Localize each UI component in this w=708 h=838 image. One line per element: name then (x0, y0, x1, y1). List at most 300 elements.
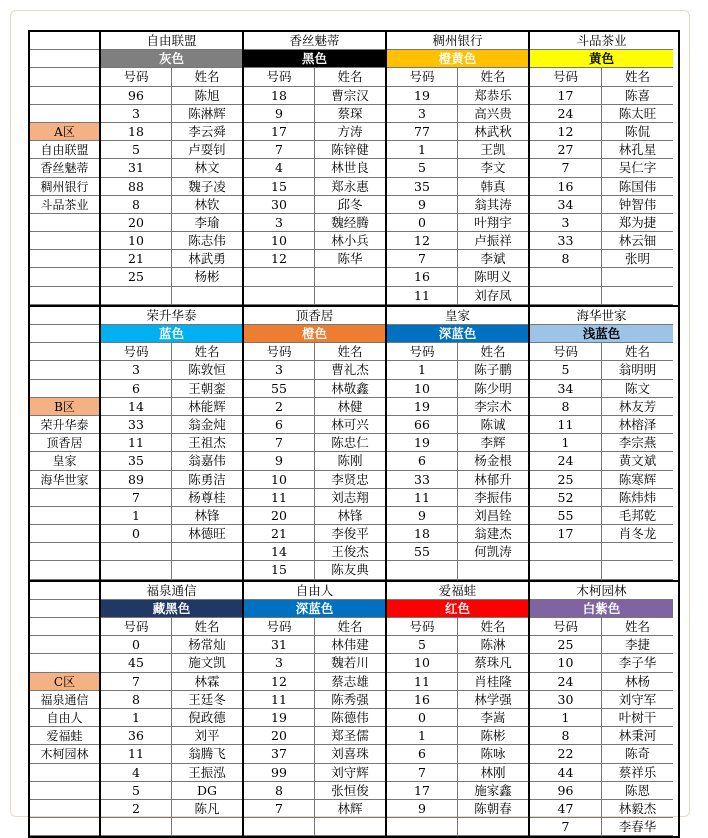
player-number: 0 (101, 636, 172, 653)
zone-label: A区 (30, 123, 99, 141)
table-row (244, 673, 385, 691)
table-row (101, 361, 242, 379)
table-row (530, 287, 673, 305)
team-name: 自由联盟 (146, 33, 197, 48)
zone-section (30, 32, 678, 307)
player-name: 陈旭 (194, 87, 220, 103)
player-name: 翁明明 (618, 362, 657, 378)
zone-empty-cell (30, 380, 99, 398)
player-number: 24 (530, 452, 602, 469)
player-name: 陈忠仁 (331, 435, 369, 451)
player-name: 陈淋 (480, 637, 506, 653)
table-row (244, 214, 385, 232)
player-name: 陈秀强 (331, 691, 369, 707)
zone-label: B区 (30, 398, 99, 416)
jersey-color-label: 橙黄色 (438, 51, 477, 67)
player-name: 刘平 (194, 728, 220, 744)
team-column (530, 307, 673, 580)
name-header: 姓名 (624, 344, 650, 360)
player-number: 2 (244, 398, 315, 415)
zone-empty-cell (30, 232, 99, 250)
player-name: 李捷 (624, 637, 650, 653)
zone-empty-cell (30, 582, 99, 600)
player-name: 邱冬 (337, 196, 363, 212)
table-row (530, 507, 673, 525)
table-row (101, 268, 242, 286)
player-number: 52 (530, 489, 602, 506)
table-row (387, 196, 528, 214)
table-row (101, 471, 242, 489)
table-row (101, 691, 242, 709)
jersey-color-label: 藏黑色 (152, 600, 191, 616)
player-number: 5 (387, 636, 458, 653)
player-name (458, 561, 528, 578)
player-number: 7 (530, 159, 602, 176)
player-name: 陈文 (624, 380, 650, 396)
table-row (244, 434, 385, 452)
player-name: 林可兴 (331, 416, 369, 432)
player-name: 王振泓 (188, 764, 226, 780)
player-name: 林辉 (337, 800, 363, 816)
player-number: 9 (387, 196, 458, 213)
player-number: 12 (244, 673, 315, 690)
table-row (387, 471, 528, 489)
table-row (530, 800, 673, 818)
table-row (530, 654, 673, 672)
player-number (244, 287, 315, 304)
number-header: 号码 (530, 68, 602, 85)
zone-column (30, 32, 101, 305)
player-name: 陈子鹏 (474, 362, 512, 378)
player-name: 王俊杰 (331, 544, 369, 560)
team-column (244, 307, 387, 580)
team-color-row (244, 600, 385, 618)
table-row (244, 507, 385, 525)
table-row (244, 636, 385, 654)
zone-team-name: 斗品茶业 (30, 196, 99, 214)
table-row (530, 141, 673, 159)
table-header-row (244, 68, 385, 86)
table-row (530, 434, 673, 452)
table-row (101, 105, 242, 123)
number-header: 号码 (244, 68, 315, 85)
table-row (387, 782, 528, 800)
player-name: 张恒俊 (331, 782, 369, 798)
player-number: 22 (530, 745, 602, 762)
table-row (387, 654, 528, 672)
zone-team-name: 自由人 (30, 709, 99, 727)
player-name (602, 268, 673, 285)
zone-empty-cell (30, 307, 99, 325)
player-number: 8 (101, 691, 172, 708)
player-name: 陈炜炜 (618, 489, 657, 505)
table-row (101, 398, 242, 416)
team-name: 海华世家 (576, 307, 627, 323)
jersey-color-label: 浅蓝色 (582, 326, 621, 341)
player-name (602, 543, 673, 560)
table-row (244, 471, 385, 489)
team-column (387, 32, 530, 305)
player-name: 林能辉 (188, 398, 226, 414)
player-name: 曹礼杰 (331, 362, 369, 378)
player-number: 1 (530, 709, 602, 726)
player-name: 王廷冬 (188, 691, 226, 707)
name-header: 姓名 (480, 619, 506, 634)
player-name: 陈志伟 (188, 233, 226, 249)
player-number: 11 (530, 416, 602, 433)
player-number: 77 (387, 123, 458, 140)
team-color-row (387, 600, 528, 618)
team-name-row (387, 582, 528, 600)
player-number: 35 (101, 452, 172, 469)
table-row (387, 507, 528, 525)
jersey-color-label: 蓝色 (158, 326, 184, 341)
player-number: 11 (101, 745, 172, 762)
player-name (315, 268, 385, 285)
player-number: 10 (101, 232, 172, 249)
table-row (387, 709, 528, 727)
table-row (387, 452, 528, 470)
table-row (530, 764, 673, 782)
team-name-row (530, 307, 673, 325)
team-color-row (387, 325, 528, 343)
player-name: 陈太旺 (618, 105, 657, 121)
table-row (387, 818, 528, 836)
player-name: 刘存凤 (474, 287, 512, 303)
table-row (387, 800, 528, 818)
player-name: 陈奇 (624, 746, 650, 762)
roster-table (28, 30, 680, 838)
table-row (387, 489, 528, 507)
player-number: 45 (101, 654, 172, 671)
player-number: 11 (244, 489, 315, 506)
table-row (530, 452, 673, 470)
player-number: 0 (387, 214, 458, 231)
table-row (244, 525, 385, 543)
player-name (172, 287, 242, 304)
player-number: 24 (530, 105, 602, 122)
jersey-color-label: 深蓝色 (295, 600, 334, 616)
player-name: 郑恭乐 (474, 87, 512, 103)
table-row (530, 709, 673, 727)
player-name: 李宗燕 (618, 435, 657, 451)
zone-team-name: 顶香居 (30, 434, 99, 452)
player-name: 林刚 (480, 764, 506, 780)
player-name: 林武秋 (474, 123, 512, 139)
player-name: 王凯 (480, 142, 506, 158)
table-row (101, 489, 242, 507)
team-name-row (530, 582, 673, 600)
zone-empty-cell (30, 525, 99, 543)
table-header-row (530, 618, 673, 636)
player-name: 王朝銮 (188, 380, 226, 396)
player-number: 8 (530, 398, 602, 415)
table-row (387, 543, 528, 561)
table-header-row (387, 618, 528, 636)
player-number: 8 (530, 727, 602, 744)
player-number: 17 (244, 123, 315, 140)
player-number: 2 (101, 800, 172, 817)
table-row (530, 250, 673, 268)
player-name: 叶树干 (618, 709, 657, 725)
table-row (244, 727, 385, 745)
table-row (530, 196, 673, 214)
team-column (101, 307, 244, 580)
table-row (244, 764, 385, 782)
team-column (101, 32, 244, 305)
team-name: 木柯园林 (576, 582, 627, 598)
team-column (101, 582, 244, 837)
player-name: 陈敦恒 (188, 362, 226, 378)
player-number: 44 (530, 764, 602, 781)
team-column (387, 582, 530, 837)
player-name: 林武勇 (188, 251, 226, 267)
player-number: 24 (530, 673, 602, 690)
table-row (101, 745, 242, 763)
table-row (101, 452, 242, 470)
player-number: 31 (101, 159, 172, 176)
player-name: 肖桂隆 (474, 673, 512, 689)
zone-empty-cell (30, 325, 99, 343)
player-name: 林郁升 (474, 471, 512, 487)
zone-empty-cell (30, 214, 99, 232)
player-number: 1 (387, 141, 458, 158)
name-header: 姓名 (337, 344, 363, 360)
player-name: 李俊平 (331, 526, 369, 542)
table-row (387, 159, 528, 177)
team-name-row (387, 307, 528, 325)
name-header: 姓名 (480, 69, 506, 85)
table-row (101, 561, 242, 579)
number-header: 号码 (101, 618, 172, 635)
zone-team-name: 荣升华泰 (30, 416, 99, 434)
player-name: 陈华 (337, 251, 363, 267)
table-row (530, 727, 673, 745)
player-number: 14 (244, 543, 315, 560)
player-number: 5 (387, 159, 458, 176)
team-color-row (101, 50, 242, 68)
name-header: 姓名 (194, 344, 220, 360)
player-number: 7 (244, 800, 315, 817)
player-name: 杨金根 (474, 453, 512, 469)
table-row (101, 727, 242, 745)
table-row (387, 232, 528, 250)
table-row (244, 800, 385, 818)
player-name: 郑圣儒 (331, 728, 369, 744)
table-row (101, 543, 242, 561)
player-number: 96 (530, 782, 602, 799)
table-row (244, 654, 385, 672)
player-name: 林秉河 (618, 728, 657, 744)
table-row (244, 416, 385, 434)
player-name: 刘志翔 (331, 489, 369, 505)
number-header: 号码 (387, 343, 458, 360)
zone-label: C区 (30, 673, 99, 691)
table-row (530, 232, 673, 250)
table-row (387, 141, 528, 159)
player-number: 16 (530, 178, 602, 195)
player-name: 林友芳 (618, 398, 657, 414)
zone-empty-cell (30, 32, 99, 50)
player-name: 魏若川 (331, 655, 369, 671)
player-name: 陈勇洁 (188, 471, 226, 487)
player-number: 17 (387, 782, 458, 799)
table-row (244, 178, 385, 196)
table-row (101, 709, 242, 727)
zone-empty-cell (30, 800, 99, 818)
player-name: 陈彬 (480, 728, 506, 744)
player-number: 8 (101, 196, 172, 213)
table-header-row (244, 618, 385, 636)
player-name: 林世良 (331, 160, 369, 176)
table-row (530, 159, 673, 177)
zone-empty-cell (30, 782, 99, 800)
team-color-row (530, 50, 673, 68)
table-row (530, 105, 673, 123)
player-number: 18 (244, 87, 315, 104)
table-row (387, 287, 528, 305)
team-column (530, 32, 673, 305)
number-header: 号码 (244, 618, 315, 635)
player-number: 7 (387, 250, 458, 267)
table-row (244, 745, 385, 763)
number-header: 号码 (101, 343, 172, 360)
table-row (387, 434, 528, 452)
player-number: 9 (387, 800, 458, 817)
table-row (244, 159, 385, 177)
player-name: 林学强 (474, 691, 512, 707)
player-number: 5 (101, 782, 172, 799)
player-number: 8 (530, 250, 602, 267)
team-name: 稠州银行 (432, 33, 483, 48)
zone-empty-cell (30, 250, 99, 268)
player-name: 林小兵 (331, 233, 369, 249)
player-name: 杨常灿 (188, 637, 226, 653)
player-name: 陈友典 (331, 562, 369, 578)
player-name: 翁其涛 (474, 196, 512, 212)
player-number: 11 (244, 691, 315, 708)
player-name: 张明 (624, 251, 650, 267)
jersey-color-label: 黑色 (301, 51, 327, 67)
table-row (101, 800, 242, 818)
player-number: 9 (244, 452, 315, 469)
table-row (244, 452, 385, 470)
team-color-row (530, 600, 673, 618)
player-name: 翁金炖 (188, 416, 226, 432)
number-header: 号码 (244, 343, 315, 360)
team-name: 福泉通信 (146, 582, 197, 598)
table-row (530, 636, 673, 654)
player-name: 刘昌铨 (474, 507, 512, 523)
table-row (530, 361, 673, 379)
player-number: 37 (244, 745, 315, 762)
player-name: 杨彬 (194, 269, 220, 285)
team-color-row (530, 325, 673, 343)
player-number: 6 (387, 452, 458, 469)
zone-section (30, 307, 678, 582)
table-row (387, 214, 528, 232)
player-number: 10 (244, 471, 315, 488)
table-row (387, 525, 528, 543)
player-number (101, 287, 172, 304)
jersey-color-label: 黄色 (588, 51, 614, 67)
player-number: 30 (244, 196, 315, 213)
player-name: 陈刚 (337, 453, 363, 469)
player-number (530, 287, 602, 304)
table-row (101, 818, 242, 836)
player-name: 卢耍钊 (188, 142, 226, 158)
team-color-row (101, 600, 242, 618)
player-name: 李宗术 (474, 398, 512, 414)
table-row (530, 416, 673, 434)
player-number: 4 (244, 159, 315, 176)
player-name (602, 561, 673, 578)
player-number: 7 (101, 489, 172, 506)
player-number: 1 (530, 434, 602, 451)
player-number: 11 (101, 434, 172, 451)
player-number: 3 (530, 214, 602, 231)
player-number: 5 (530, 361, 602, 378)
player-name: 林毅杰 (618, 800, 657, 816)
team-name-row (244, 307, 385, 325)
table-row (387, 636, 528, 654)
player-number: 0 (387, 709, 458, 726)
player-number: 11 (387, 489, 458, 506)
table-row (244, 709, 385, 727)
player-number: 3 (244, 214, 315, 231)
player-name: 李春华 (618, 819, 657, 835)
table-row (387, 268, 528, 286)
table-row (530, 178, 673, 196)
team-color-row (101, 325, 242, 343)
name-header: 姓名 (194, 69, 220, 85)
player-number: 27 (530, 141, 602, 158)
player-number (244, 268, 315, 285)
name-header: 姓名 (480, 344, 506, 360)
zone-team-name: 皇家 (30, 452, 99, 470)
table-row (244, 543, 385, 561)
team-color-row (387, 50, 528, 68)
player-number: 4 (101, 764, 172, 781)
table-header-row (530, 68, 673, 86)
player-number: 3 (244, 361, 315, 378)
player-name: 翁建杰 (474, 526, 512, 542)
zone-empty-cell (30, 764, 99, 782)
player-number: 0 (101, 525, 172, 542)
jersey-color-label: 橙色 (301, 326, 327, 341)
team-column (244, 32, 387, 305)
table-header-row (387, 68, 528, 86)
table-row (101, 782, 242, 800)
player-name: 杨尊桂 (188, 489, 226, 505)
player-name: 魏子凌 (188, 178, 226, 194)
table-row (244, 196, 385, 214)
player-number (530, 268, 602, 285)
player-name: 刘喜珠 (331, 746, 369, 762)
player-name: 林德旺 (188, 526, 226, 542)
player-name: 陈淋辉 (188, 105, 226, 121)
table-row (101, 178, 242, 196)
player-name: 曹宗汉 (331, 87, 369, 103)
player-name: 方涛 (337, 123, 363, 139)
table-row (101, 380, 242, 398)
table-row (530, 745, 673, 763)
zone-empty-cell (30, 561, 99, 579)
player-name: 倪政德 (188, 709, 226, 725)
player-number: 10 (244, 232, 315, 249)
player-number: 33 (387, 471, 458, 488)
player-name: 陈喜 (624, 87, 650, 103)
